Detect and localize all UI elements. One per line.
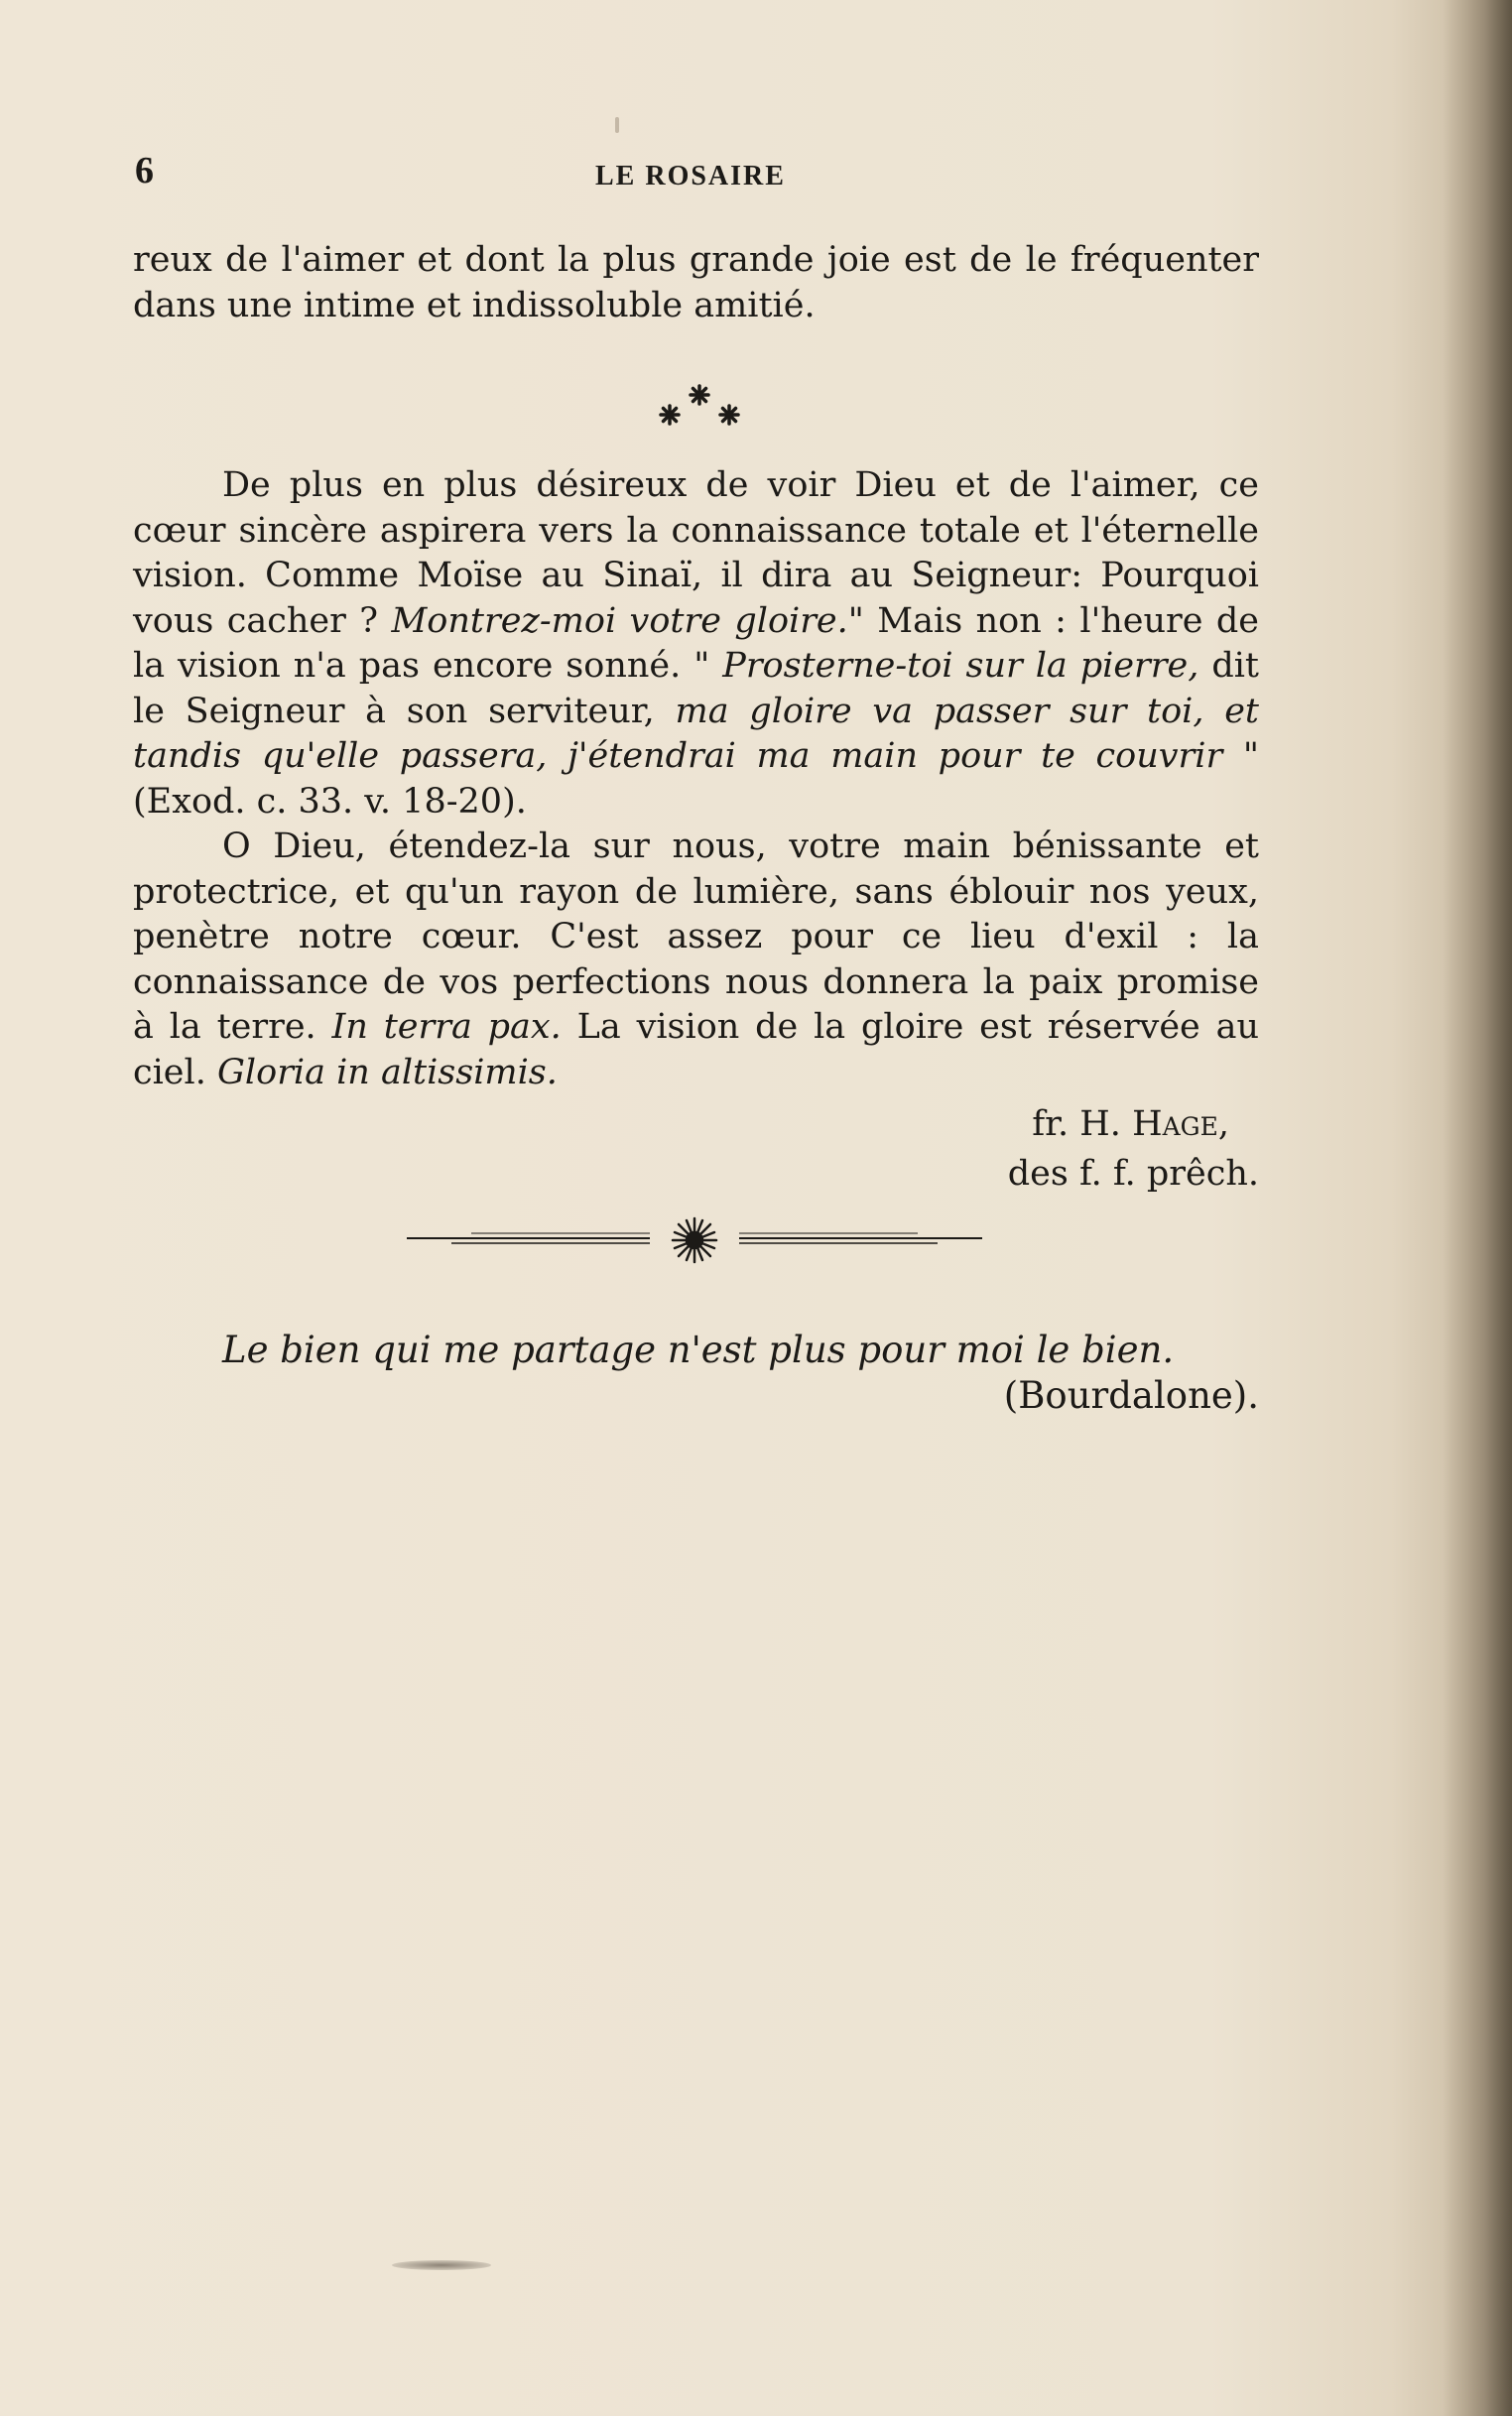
page-header xyxy=(133,147,1259,206)
paragraph-prayer xyxy=(133,825,1259,1095)
ink-smudge xyxy=(392,2260,491,2270)
page-number: 6 xyxy=(135,150,154,191)
signature-order: des f. f. prêch. xyxy=(1007,1154,1259,1194)
paragraph-prayer-italic1: In terra pax. xyxy=(331,1007,562,1047)
quote-source: (Bourdalone). xyxy=(1003,1374,1259,1417)
sun-ornament-icon xyxy=(673,1218,716,1262)
ornamental-divider xyxy=(402,1212,987,1268)
signature-name xyxy=(133,1099,1259,1149)
signature-surname: Hage xyxy=(1132,1104,1218,1144)
intro-paragraph xyxy=(133,238,1259,328)
running-head: LE ROSAIRE xyxy=(595,161,786,191)
paragraph-prayer-part1: O Dieu, étendez-la sur nous, votre main bénissante et protectrice, et qu'un rayon de lumière, sans éblouir nos yeux, penètre notre cœur. C'est assez pour ce lieu d'exil : la connaissance de vos perfections nous donnera la paix promise à la terre. xyxy=(133,827,1259,1047)
main-text xyxy=(133,463,1259,1095)
paragraph-vision-part4: " (Exod. c. 33. v. 18-20). xyxy=(133,736,1259,822)
signature-prefix: fr. H. xyxy=(1032,1104,1133,1144)
paragraph-vision xyxy=(133,463,1259,825)
quote-text: Le bien qui me partage n'est plus pour moi le bien. xyxy=(222,1329,1175,1371)
paragraph-vision-part2: " Mais non : l'heure de la vision n'a pas encore sonné. " xyxy=(133,600,1259,686)
paragraph-prayer-part2: La vision de la gloire est réservée au ciel. xyxy=(133,1007,1259,1092)
asterism-icon xyxy=(645,375,754,435)
ink-mark xyxy=(615,117,619,133)
intro-text: reux de l'aimer et dont la plus grande joie est de le fréquenter dans une intime et indissoluble amitié. xyxy=(133,240,1259,325)
paragraph-vision-italic2: Prosterne-toi sur la pierre, xyxy=(722,646,1199,686)
paragraph-vision-italic3: ma gloire va passer sur toi, et tandis qu'elle passera, j'étendrai ma main pour te couvrir xyxy=(133,691,1259,776)
paragraph-vision-italic1: Montrez-moi votre gloire. xyxy=(391,600,848,641)
epigraph-quote xyxy=(133,1328,1259,1419)
page-edge-shadow xyxy=(1443,0,1512,2416)
paragraph-vision-part1: De plus en plus désireux de voir Dieu et de l'aimer, ce cœur sincère aspirera vers la connaissance totale et l'éternelle vision. Comme Moïse au Sinaï, il dira au Seigneur: Pourquoi vous cacher ? xyxy=(133,465,1259,641)
paragraph-prayer-italic2: Gloria in altissimis. xyxy=(216,1052,558,1092)
paragraph-vision-part3: dit le Seigneur à son serviteur, xyxy=(133,646,1259,731)
signature-suffix: , xyxy=(1217,1104,1229,1144)
